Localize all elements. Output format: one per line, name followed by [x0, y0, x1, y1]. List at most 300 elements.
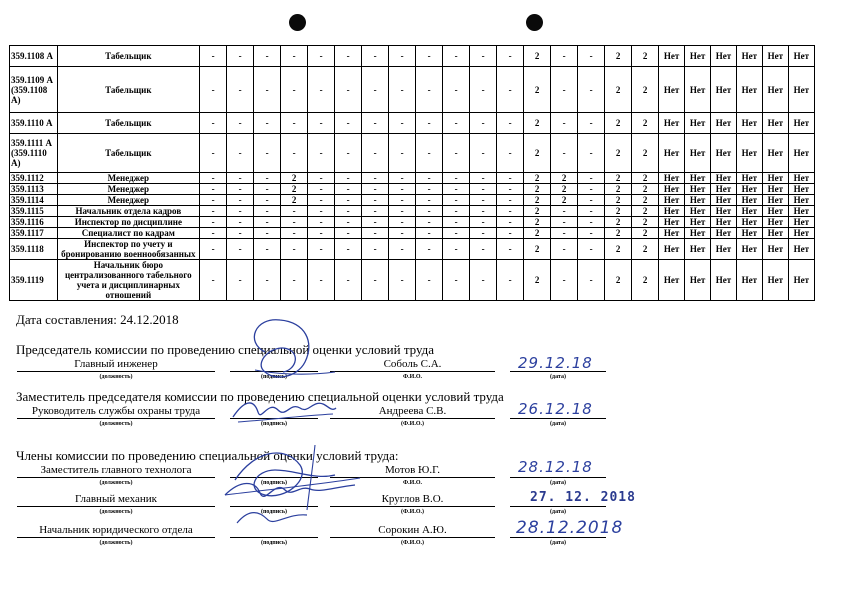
value-cell: - [200, 134, 227, 173]
value-cell: Нет [685, 67, 711, 113]
vice-position-caption: (должность) [99, 421, 133, 427]
member-3-date-caption: (дата) [550, 540, 566, 546]
value-cell: - [416, 260, 443, 301]
table-row [10, 206, 815, 217]
value-cell: - [254, 239, 281, 260]
value-cell: - [227, 173, 254, 184]
value-cell: - [200, 228, 227, 239]
value-cell: 2 [605, 228, 632, 239]
value-cell: 2 [524, 217, 551, 228]
value-cell: - [200, 46, 227, 67]
member-2-position-caption: (должность) [99, 509, 133, 515]
value-cell: - [551, 217, 578, 228]
value-cell: Нет [685, 173, 711, 184]
value-cell: 2 [605, 67, 632, 113]
value-cell: - [254, 173, 281, 184]
value-cell: 2 [524, 239, 551, 260]
position-name-cell: Начальник отдела кадров [57, 206, 200, 217]
value-cell: Нет [711, 113, 737, 134]
value-cell: - [551, 260, 578, 301]
value-cell: - [578, 206, 605, 217]
value-cell: - [335, 173, 362, 184]
value-cell: - [578, 184, 605, 195]
value-cell: 2 [605, 260, 632, 301]
member-2-fio-caption: (Ф.И.О.) [401, 509, 424, 515]
value-cell: Нет [736, 239, 762, 260]
value-cell: - [416, 195, 443, 206]
value-cell: - [497, 134, 524, 173]
value-cell: - [200, 206, 227, 217]
value-cell: - [470, 173, 497, 184]
value-cell: 2 [281, 184, 308, 195]
vice-position: Руководитель службы охраны труда [17, 404, 215, 419]
value-cell: - [389, 184, 416, 195]
table-row [10, 195, 815, 206]
value-cell: - [578, 239, 605, 260]
position-name-cell: Менеджер [57, 184, 200, 195]
value-cell: - [497, 195, 524, 206]
value-cell: - [443, 195, 470, 206]
value-cell: 2 [524, 184, 551, 195]
value-cell: - [308, 173, 335, 184]
table-row [10, 228, 815, 239]
workplace-code-cell: 359.1113 [10, 184, 58, 195]
value-cell: - [362, 239, 389, 260]
value-cell: - [227, 67, 254, 113]
value-cell: - [254, 217, 281, 228]
position-name-cell: Начальник бюро централизованного табельного учета и дисциплинарных отношений [57, 260, 200, 301]
assessment-table [9, 45, 815, 301]
value-cell: - [227, 206, 254, 217]
value-cell: Нет [762, 46, 788, 67]
value-cell: - [308, 134, 335, 173]
value-cell: - [308, 113, 335, 134]
value-cell: - [551, 239, 578, 260]
value-cell: - [578, 217, 605, 228]
value-cell: 2 [632, 206, 659, 217]
value-cell: - [362, 206, 389, 217]
value-cell: - [578, 195, 605, 206]
position-name-cell: Табельщик [57, 46, 200, 67]
workplace-code-cell: 359.1119 [10, 260, 58, 301]
member-1-position: Заместитель главного технолога [17, 463, 215, 478]
value-cell: - [254, 206, 281, 217]
value-cell: - [227, 217, 254, 228]
value-cell: - [416, 228, 443, 239]
value-cell: - [551, 228, 578, 239]
value-cell: Нет [736, 67, 762, 113]
value-cell: Нет [685, 228, 711, 239]
binder-hole-left [289, 14, 306, 31]
vice-date: 26.12.18 [518, 400, 593, 418]
value-cell: 2 [605, 173, 632, 184]
value-cell: - [308, 67, 335, 113]
value-cell: 2 [524, 260, 551, 301]
value-cell: Нет [711, 228, 737, 239]
value-cell: - [497, 46, 524, 67]
value-cell: - [200, 217, 227, 228]
value-cell: - [497, 206, 524, 217]
value-cell: 2 [281, 195, 308, 206]
value-cell: - [281, 113, 308, 134]
value-cell: Нет [788, 173, 814, 184]
value-cell: Нет [659, 239, 685, 260]
value-cell: - [335, 217, 362, 228]
value-cell: - [227, 113, 254, 134]
value-cell: Нет [659, 260, 685, 301]
value-cell: 2 [524, 173, 551, 184]
value-cell: - [416, 184, 443, 195]
vice-fio: Андреева С.В. [330, 404, 495, 419]
value-cell: - [416, 206, 443, 217]
value-cell: - [443, 239, 470, 260]
value-cell: Нет [762, 173, 788, 184]
value-cell: Нет [685, 195, 711, 206]
members-heading: Члены комиссии по проведению специальной оценки условий труда: [16, 448, 399, 463]
value-cell: - [281, 239, 308, 260]
table-row [10, 239, 815, 260]
table-row [10, 173, 815, 184]
value-cell: - [443, 260, 470, 301]
value-cell: - [281, 228, 308, 239]
value-cell: Нет [685, 239, 711, 260]
table-row [10, 113, 815, 134]
value-cell: - [281, 206, 308, 217]
value-cell: 2 [605, 217, 632, 228]
value-cell: - [443, 206, 470, 217]
value-cell: - [200, 67, 227, 113]
workplace-code-cell: 359.1118 [10, 239, 58, 260]
value-cell: - [497, 113, 524, 134]
value-cell: - [497, 260, 524, 301]
vice-fio-caption: (Ф.И.О.) [401, 421, 424, 427]
value-cell: Нет [762, 184, 788, 195]
vice-heading: Заместитель председателя комиссии по проведению специальной оценки условий труда [16, 389, 504, 404]
value-cell: Нет [685, 217, 711, 228]
value-cell: Нет [685, 113, 711, 134]
value-cell: - [443, 217, 470, 228]
value-cell: - [200, 184, 227, 195]
value-cell: - [362, 173, 389, 184]
value-cell: 2 [632, 184, 659, 195]
value-cell: - [443, 228, 470, 239]
value-cell: Нет [659, 173, 685, 184]
value-cell: - [362, 184, 389, 195]
value-cell: - [254, 228, 281, 239]
value-cell: - [578, 134, 605, 173]
member-1-position-caption: (должность) [99, 480, 133, 486]
table-row [10, 134, 815, 173]
value-cell: - [254, 67, 281, 113]
value-cell: - [389, 217, 416, 228]
value-cell: - [470, 46, 497, 67]
value-cell: - [362, 46, 389, 67]
value-cell: Нет [736, 206, 762, 217]
value-cell: Нет [788, 260, 814, 301]
value-cell: - [470, 67, 497, 113]
value-cell: - [416, 46, 443, 67]
value-cell: - [470, 206, 497, 217]
workplace-code-cell: 359.1115 [10, 206, 58, 217]
workplace-code-cell: 359.1109 А (359.1108 А) [10, 67, 58, 113]
chair-signature [235, 312, 345, 387]
value-cell: 2 [605, 113, 632, 134]
value-cell: - [254, 195, 281, 206]
value-cell: Нет [736, 195, 762, 206]
member-3-signature-caption: (подпись) [260, 540, 288, 546]
value-cell: Нет [711, 206, 737, 217]
vice-date-caption: (дата) [550, 421, 566, 427]
value-cell: Нет [711, 173, 737, 184]
member-3-fio: Сорокин А.Ю. [330, 523, 495, 538]
value-cell: - [470, 184, 497, 195]
value-cell: Нет [788, 206, 814, 217]
member-3-position: Начальник юридического отдела [17, 523, 215, 538]
value-cell: Нет [659, 217, 685, 228]
value-cell: - [416, 67, 443, 113]
value-cell: - [416, 239, 443, 260]
value-cell: - [200, 113, 227, 134]
member-3-position-caption: (должность) [99, 540, 133, 546]
value-cell: - [227, 134, 254, 173]
value-cell: - [308, 195, 335, 206]
value-cell: Нет [788, 239, 814, 260]
value-cell: - [200, 260, 227, 301]
value-cell: - [335, 67, 362, 113]
value-cell: Нет [736, 260, 762, 301]
value-cell: 2 [605, 239, 632, 260]
member-3-date: 28.12.2018 [516, 518, 624, 538]
value-cell: 2 [524, 195, 551, 206]
value-cell: - [389, 67, 416, 113]
value-cell: - [362, 217, 389, 228]
compilation-date: Дата составления: 24.12.2018 [16, 312, 179, 327]
value-cell: Нет [788, 195, 814, 206]
workplace-code-cell: 359.1111 А (359.1110 А) [10, 134, 58, 173]
value-cell: Нет [711, 260, 737, 301]
position-name-cell: Менеджер [57, 173, 200, 184]
value-cell: 2 [524, 46, 551, 67]
position-name-cell: Табельщик [57, 134, 200, 173]
value-cell: - [416, 173, 443, 184]
chair-date-caption: (дата) [550, 374, 566, 380]
value-cell: Нет [762, 134, 788, 173]
value-cell: 2 [605, 184, 632, 195]
value-cell: Нет [659, 195, 685, 206]
table-row [10, 217, 815, 228]
value-cell: Нет [659, 206, 685, 217]
value-cell: - [578, 46, 605, 67]
value-cell: 2 [632, 217, 659, 228]
value-cell: Нет [685, 206, 711, 217]
value-cell: - [389, 134, 416, 173]
value-cell: 2 [632, 239, 659, 260]
value-cell: - [227, 184, 254, 195]
value-cell: Нет [762, 206, 788, 217]
value-cell: - [470, 134, 497, 173]
value-cell: - [389, 113, 416, 134]
value-cell: - [443, 134, 470, 173]
chair-position-caption: (должность) [99, 374, 133, 380]
value-cell: - [443, 113, 470, 134]
value-cell: - [254, 113, 281, 134]
value-cell: Нет [711, 134, 737, 173]
value-cell: - [416, 113, 443, 134]
value-cell: 2 [281, 173, 308, 184]
table-row [10, 46, 815, 67]
value-cell: - [497, 184, 524, 195]
value-cell: Нет [711, 67, 737, 113]
chair-signature-caption: (подпись) [260, 374, 288, 380]
member-3-signature [232, 505, 312, 533]
value-cell: 2 [524, 206, 551, 217]
value-cell: Нет [736, 173, 762, 184]
value-cell: - [443, 184, 470, 195]
value-cell: - [389, 239, 416, 260]
workplace-code-cell: 359.1114 [10, 195, 58, 206]
value-cell: Нет [736, 46, 762, 67]
member-1-fio-caption: Ф.И.О. [403, 480, 422, 486]
value-cell: - [389, 173, 416, 184]
value-cell: 2 [605, 134, 632, 173]
value-cell: - [416, 134, 443, 173]
member-1-fio: Мотов Ю.Г. [330, 463, 495, 478]
value-cell: - [389, 195, 416, 206]
value-cell: - [416, 217, 443, 228]
value-cell: - [470, 239, 497, 260]
position-name-cell: Специалист по кадрам [57, 228, 200, 239]
value-cell: Нет [711, 239, 737, 260]
value-cell: - [308, 46, 335, 67]
value-cell: - [281, 134, 308, 173]
value-cell: - [497, 217, 524, 228]
value-cell: - [551, 67, 578, 113]
value-cell: - [362, 134, 389, 173]
chair-fio-caption: Ф.И.О. [403, 374, 422, 380]
value-cell: Нет [762, 217, 788, 228]
value-cell: - [335, 46, 362, 67]
workplace-code-cell: 359.1116 [10, 217, 58, 228]
value-cell: Нет [762, 260, 788, 301]
position-name-cell: Менеджер [57, 195, 200, 206]
value-cell: Нет [659, 113, 685, 134]
value-cell: 2 [632, 260, 659, 301]
value-cell: - [335, 134, 362, 173]
chair-fio: Соболь С.А. [330, 357, 495, 372]
value-cell: - [227, 228, 254, 239]
value-cell: Нет [788, 134, 814, 173]
value-cell: Нет [685, 134, 711, 173]
value-cell: - [281, 67, 308, 113]
value-cell: - [335, 239, 362, 260]
value-cell: - [443, 173, 470, 184]
value-cell: 2 [632, 228, 659, 239]
value-cell: Нет [659, 184, 685, 195]
value-cell: - [470, 260, 497, 301]
chair-position: Главный инженер [17, 357, 215, 372]
value-cell: - [200, 195, 227, 206]
binder-hole-right [526, 14, 543, 31]
value-cell: - [362, 113, 389, 134]
value-cell: 2 [551, 184, 578, 195]
value-cell: - [200, 173, 227, 184]
value-cell: - [308, 239, 335, 260]
value-cell: - [578, 173, 605, 184]
value-cell: - [551, 113, 578, 134]
value-cell: 2 [524, 228, 551, 239]
value-cell: - [227, 260, 254, 301]
value-cell: Нет [685, 184, 711, 195]
value-cell: 2 [605, 206, 632, 217]
member-2-fio: Круглов В.О. [330, 492, 495, 507]
value-cell: - [389, 260, 416, 301]
value-cell: - [227, 195, 254, 206]
value-cell: - [335, 260, 362, 301]
value-cell: Нет [788, 113, 814, 134]
value-cell: 2 [551, 195, 578, 206]
value-cell: Нет [659, 46, 685, 67]
workplace-code-cell: 359.1112 [10, 173, 58, 184]
workplace-code-cell: 359.1117 [10, 228, 58, 239]
table-row [10, 260, 815, 301]
value-cell: Нет [736, 228, 762, 239]
value-cell: 2 [551, 173, 578, 184]
member-1-signature-caption: (подпись) [260, 480, 288, 486]
value-cell: - [578, 228, 605, 239]
value-cell: - [335, 184, 362, 195]
value-cell: Нет [788, 228, 814, 239]
value-cell: 2 [524, 113, 551, 134]
value-cell: - [443, 67, 470, 113]
value-cell: - [227, 239, 254, 260]
value-cell: - [551, 46, 578, 67]
vice-signature [228, 392, 338, 432]
value-cell: - [362, 195, 389, 206]
value-cell: - [281, 46, 308, 67]
value-cell: Нет [788, 217, 814, 228]
value-cell: - [362, 228, 389, 239]
value-cell: 2 [632, 134, 659, 173]
value-cell: - [578, 67, 605, 113]
value-cell: Нет [762, 228, 788, 239]
value-cell: - [308, 228, 335, 239]
value-cell: 2 [605, 46, 632, 67]
value-cell: Нет [711, 184, 737, 195]
member-2-date-caption: (дата) [550, 509, 566, 515]
value-cell: Нет [788, 46, 814, 67]
value-cell: - [551, 134, 578, 173]
table-row [10, 184, 815, 195]
value-cell: Нет [736, 184, 762, 195]
value-cell: - [389, 46, 416, 67]
value-cell: 2 [632, 113, 659, 134]
position-name-cell: Инспектор по учету и бронированию военнообязанных [57, 239, 200, 260]
member-2-date: 27. 12. 2018 [530, 490, 636, 505]
value-cell: - [578, 260, 605, 301]
value-cell: 2 [524, 67, 551, 113]
value-cell: - [200, 239, 227, 260]
value-cell: Нет [736, 113, 762, 134]
value-cell: - [335, 195, 362, 206]
value-cell: Нет [685, 46, 711, 67]
value-cell: - [254, 184, 281, 195]
value-cell: 2 [632, 46, 659, 67]
value-cell: Нет [659, 228, 685, 239]
value-cell: 2 [632, 67, 659, 113]
value-cell: - [281, 217, 308, 228]
value-cell: - [335, 206, 362, 217]
vice-signature-caption: (подпись) [260, 421, 288, 427]
